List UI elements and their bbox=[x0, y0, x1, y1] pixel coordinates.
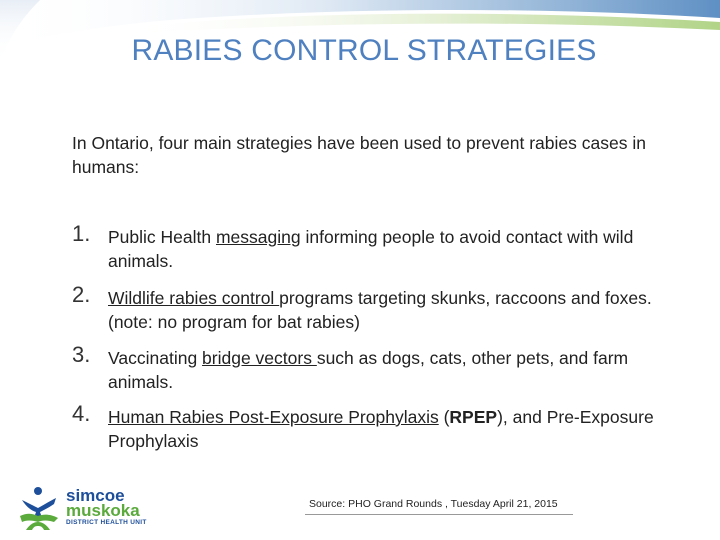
logo-text-simcoe: simcoe bbox=[66, 486, 125, 505]
item-number: 1. bbox=[72, 221, 91, 246]
underlined-term: messaging bbox=[215, 227, 301, 247]
item-text: Public Health bbox=[108, 227, 216, 247]
people-logo-icon bbox=[18, 486, 60, 530]
underlined-term: bridge vectors bbox=[202, 348, 317, 368]
item-number: 2. bbox=[72, 282, 91, 307]
item-number: 3. bbox=[72, 342, 91, 367]
item-text: ), and Pre-Exposure Prophylaxis bbox=[108, 407, 654, 451]
underlined-term: Wildlife rabies control bbox=[108, 288, 280, 308]
organization-logo bbox=[18, 486, 178, 530]
list-item bbox=[72, 342, 672, 394]
list-item bbox=[72, 282, 672, 334]
underlined-term: Human Rabies Post-Exposure Prophylaxis bbox=[108, 407, 439, 427]
intro-text: In Ontario, four main strategies have been used to prevent rabies cases in humans: bbox=[72, 133, 646, 177]
source-underline bbox=[305, 514, 573, 515]
item-text: informing people to avoid contact with wild animals. bbox=[108, 227, 634, 271]
bold-term: RPEP bbox=[449, 407, 498, 427]
logo-text-muskoka: muskoka bbox=[66, 501, 140, 520]
item-text: Vaccinating bbox=[108, 348, 203, 368]
list-item bbox=[72, 221, 672, 273]
item-text: ( bbox=[438, 407, 450, 427]
list-item bbox=[72, 401, 672, 453]
item-text: programs targeting skunks, raccoons and foxes. (note: no program for bat rabies) bbox=[108, 288, 652, 332]
slide-title: RABIES CONTROL STRATEGIES bbox=[131, 34, 597, 67]
item-number: 4. bbox=[72, 401, 91, 426]
source-citation: Source: PHO Grand Rounds , Tuesday April 21, 2015 bbox=[309, 498, 558, 510]
item-text: such as dogs, cats, other pets, and farm animals. bbox=[108, 348, 629, 392]
logo-text-district: DISTRICT HEALTH UNIT bbox=[66, 519, 147, 526]
